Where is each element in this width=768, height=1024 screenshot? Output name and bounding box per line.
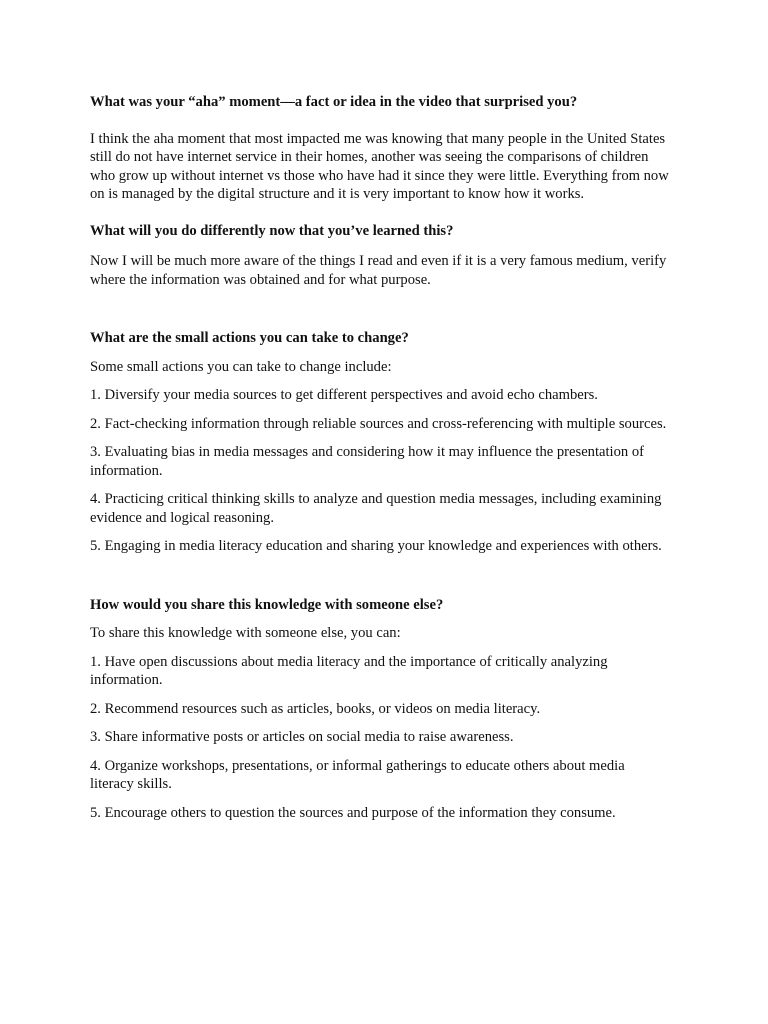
small-action-item: 3. Evaluating bias in media messages and considering how it may influence the presentation of information. (90, 444, 645, 479)
answer-do-differently: Now I will be much more aware of the things I read and even if it is a very famous medium, verify where the information was obtained and for what purpose. (90, 253, 667, 288)
small-actions-intro: Some small actions you can take to change include: (90, 358, 392, 375)
question-do-differently: What will you do differently now that you’ve learned this? (90, 222, 454, 239)
small-action-item: 2. Fact-checking information through reliable sources and cross-referencing with multiple sources. (90, 415, 667, 432)
section-share-knowledge (90, 596, 670, 823)
small-action-item: 1. Diversify your media sources to get different perspectives and avoid echo chambers. (90, 387, 598, 403)
share-knowledge-item: 1. Have open discussions about media literacy and the importance of critically analyzing information. (90, 653, 608, 688)
small-action-item: 5. Engaging in media literacy education and sharing your knowledge and experiences with others. (90, 538, 662, 554)
share-knowledge-item: 5. Encourage others to question the sources and purpose of the information they consume. (90, 804, 616, 821)
question-small-actions: What are the small actions you can take to change? (90, 330, 409, 346)
document-page (90, 93, 670, 822)
share-knowledge-item: 3. Share informative posts or articles on social media to raise awareness. (90, 729, 514, 745)
answer-aha-moment: I think the aha moment that most impacted me was knowing that many people in the United States still do not have internet service in their homes, another was seeing the comparisons of children who grow up without internet vs those who have had it since they were little. Everything from now on is managed by the digital structure and it is very important to know how it works. (90, 130, 669, 202)
question-share-knowledge: How would you share this knowledge with someone else? (90, 596, 444, 613)
question-aha-moment: What was your “aha” moment—a fact or idea in the video that surprised you? (90, 94, 578, 110)
section-small-actions (90, 329, 670, 556)
share-knowledge-item: 4. Organize workshops, presentations, or informal gatherings to educate others about media literacy skills. (90, 757, 625, 792)
small-action-item: 4. Practicing critical thinking skills to analyze and question media messages, including examining evidence and logical reasoning. (90, 491, 662, 526)
share-knowledge-intro: To share this knowledge with someone else, you can: (90, 625, 401, 641)
share-knowledge-item: 2. Recommend resources such as articles, books, or videos on media literacy. (90, 700, 541, 717)
